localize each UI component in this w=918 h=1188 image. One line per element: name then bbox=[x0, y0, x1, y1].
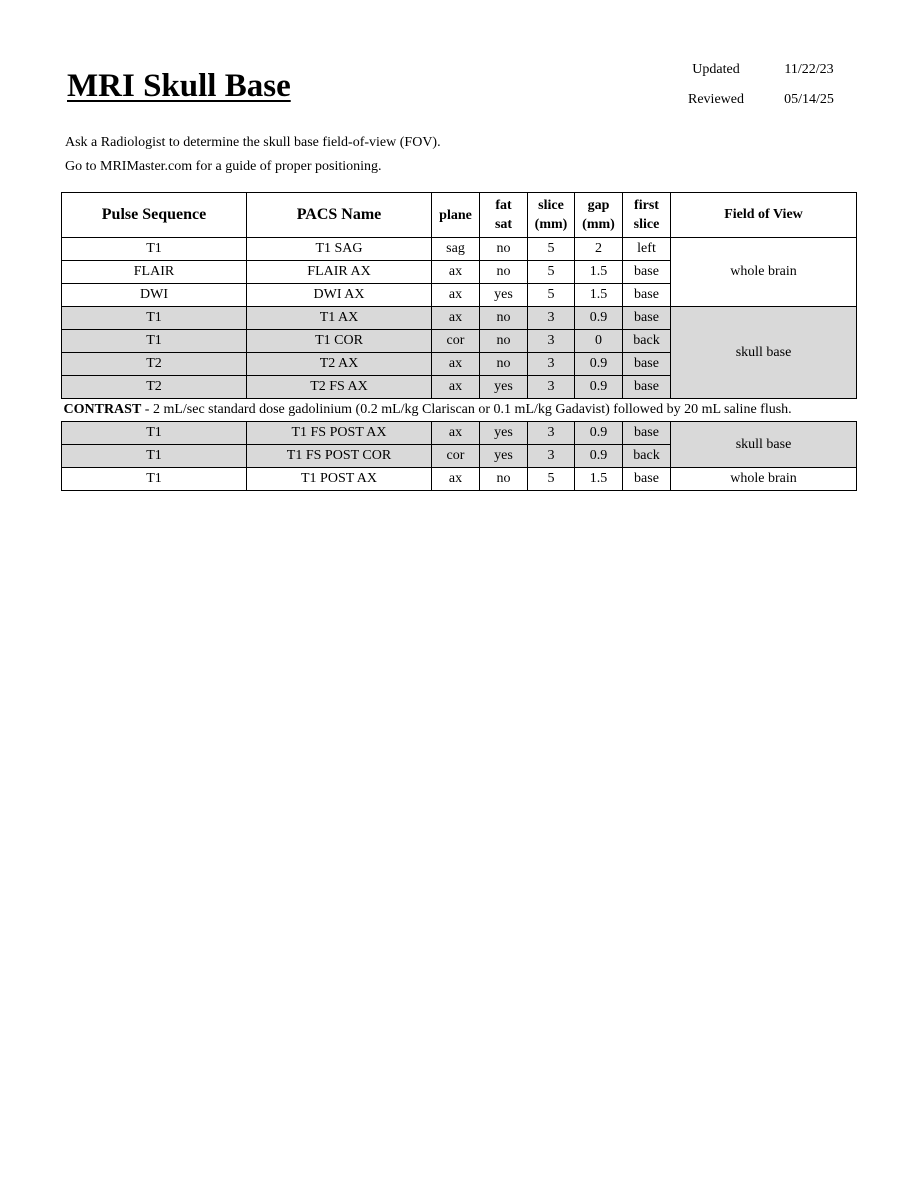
header-plane: plane bbox=[432, 193, 480, 238]
contrast-note bbox=[62, 399, 857, 422]
header-slice bbox=[528, 193, 575, 238]
reviewed-date: 05/14/25 bbox=[784, 92, 834, 107]
cell-first-slice: base bbox=[623, 353, 671, 376]
header-field-of-view: Field of View bbox=[671, 193, 857, 238]
cell-pacs-name: T1 POST AX bbox=[247, 468, 432, 491]
cell-pulse-sequence: T1 bbox=[62, 330, 247, 353]
header-pacs-name: PACS Name bbox=[247, 193, 432, 238]
cell-first-slice: back bbox=[623, 330, 671, 353]
cell-pacs-name: DWI AX bbox=[247, 284, 432, 307]
cell-gap: 0.9 bbox=[575, 445, 623, 468]
cell-slice: 5 bbox=[528, 238, 575, 261]
cell-pacs-name: T1 COR bbox=[247, 330, 432, 353]
cell-gap: 1.5 bbox=[575, 468, 623, 491]
cell-pacs-name: T1 SAG bbox=[247, 238, 432, 261]
cell-gap: 1.5 bbox=[575, 261, 623, 284]
cell-first-slice: base bbox=[623, 422, 671, 445]
cell-fat-sat: no bbox=[480, 261, 528, 284]
protocol-table bbox=[61, 192, 857, 491]
cell-field-of-view: whole brain bbox=[671, 468, 857, 491]
cell-plane: ax bbox=[432, 261, 480, 284]
cell-first-slice: base bbox=[623, 468, 671, 491]
header-first-slice bbox=[623, 193, 671, 238]
cell-slice: 3 bbox=[528, 445, 575, 468]
cell-first-slice: base bbox=[623, 307, 671, 330]
cell-gap: 0.9 bbox=[575, 353, 623, 376]
cell-gap: 0.9 bbox=[575, 307, 623, 330]
cell-slice: 5 bbox=[528, 468, 575, 491]
cell-pulse-sequence: T1 bbox=[62, 307, 247, 330]
cell-gap: 2 bbox=[575, 238, 623, 261]
cell-pacs-name: FLAIR AX bbox=[247, 261, 432, 284]
cell-pacs-name: T1 FS POST COR bbox=[247, 445, 432, 468]
cell-fat-sat: yes bbox=[480, 284, 528, 307]
cell-fat-sat: no bbox=[480, 307, 528, 330]
header-gap-line2: (mm) bbox=[582, 217, 615, 232]
reviewed-label: Reviewed bbox=[688, 92, 744, 107]
table-row bbox=[62, 468, 857, 491]
cell-pacs-name: T1 FS POST AX bbox=[247, 422, 432, 445]
cell-field-of-view: skull base bbox=[671, 422, 857, 468]
cell-fat-sat: no bbox=[480, 238, 528, 261]
header-first-slice-line2: slice bbox=[633, 217, 660, 232]
table-header-row bbox=[62, 193, 857, 238]
header-slice-line2: (mm) bbox=[534, 217, 568, 232]
cell-slice: 3 bbox=[528, 353, 575, 376]
updated-date: 11/22/23 bbox=[784, 62, 834, 77]
header-first-slice-line1: first bbox=[634, 198, 659, 213]
cell-first-slice: base bbox=[623, 284, 671, 307]
cell-slice: 3 bbox=[528, 307, 575, 330]
cell-gap: 1.5 bbox=[575, 284, 623, 307]
cell-plane: ax bbox=[432, 284, 480, 307]
cell-pacs-name: T2 FS AX bbox=[247, 376, 432, 399]
cell-pulse-sequence: T2 bbox=[62, 353, 247, 376]
cell-pulse-sequence: T1 bbox=[62, 468, 247, 491]
cell-pulse-sequence: DWI bbox=[62, 284, 247, 307]
cell-pulse-sequence: T1 bbox=[62, 422, 247, 445]
contrast-text: - 2 mL/sec standard dose gadolinium (0.2 mL/kg Clariscan or 0.1 mL/kg Gadavist) followed by 20 mL saline flush. bbox=[141, 402, 792, 417]
cell-slice: 5 bbox=[528, 284, 575, 307]
cell-fat-sat: no bbox=[480, 353, 528, 376]
cell-fat-sat: yes bbox=[480, 445, 528, 468]
cell-slice: 3 bbox=[528, 422, 575, 445]
cell-slice: 3 bbox=[528, 376, 575, 399]
cell-plane: sag bbox=[432, 238, 480, 261]
cell-first-slice: left bbox=[623, 238, 671, 261]
header-fat-sat-line1: fat bbox=[495, 198, 512, 213]
cell-gap: 0 bbox=[575, 330, 623, 353]
header-gap-line1: gap bbox=[587, 198, 610, 213]
cell-gap: 0.9 bbox=[575, 422, 623, 445]
contrast-label: CONTRAST bbox=[63, 402, 142, 417]
intro-positioning-note: Go to MRIMaster.com for a guide of proper positioning. bbox=[65, 159, 382, 174]
updated-label: Updated bbox=[692, 62, 740, 77]
header-slice-line1: slice bbox=[538, 198, 564, 213]
cell-fat-sat: no bbox=[480, 330, 528, 353]
cell-pulse-sequence: T1 bbox=[62, 238, 247, 261]
cell-first-slice: back bbox=[623, 445, 671, 468]
cell-pulse-sequence: T2 bbox=[62, 376, 247, 399]
cell-fat-sat: no bbox=[480, 468, 528, 491]
cell-plane: ax bbox=[432, 307, 480, 330]
cell-first-slice: base bbox=[623, 376, 671, 399]
cell-pulse-sequence: FLAIR bbox=[62, 261, 247, 284]
cell-gap: 0.9 bbox=[575, 376, 623, 399]
header-pulse-sequence: Pulse Sequence bbox=[62, 193, 247, 238]
table-row bbox=[62, 238, 857, 261]
cell-plane: cor bbox=[432, 445, 480, 468]
cell-plane: ax bbox=[432, 353, 480, 376]
cell-pulse-sequence: T1 bbox=[62, 445, 247, 468]
page-title: MRI Skull Base bbox=[67, 68, 291, 104]
cell-fat-sat: yes bbox=[480, 422, 528, 445]
cell-plane: ax bbox=[432, 422, 480, 445]
header-fat-sat bbox=[480, 193, 528, 238]
cell-pacs-name: T2 AX bbox=[247, 353, 432, 376]
header-fat-sat-line2: sat bbox=[494, 217, 513, 232]
cell-plane: ax bbox=[432, 376, 480, 399]
cell-plane: cor bbox=[432, 330, 480, 353]
contrast-note-row bbox=[62, 399, 857, 422]
table-row bbox=[62, 422, 857, 445]
cell-slice: 3 bbox=[528, 330, 575, 353]
cell-fat-sat: yes bbox=[480, 376, 528, 399]
table-row bbox=[62, 307, 857, 330]
cell-field-of-view: whole brain bbox=[671, 238, 857, 307]
cell-plane: ax bbox=[432, 468, 480, 491]
cell-slice: 5 bbox=[528, 261, 575, 284]
cell-pacs-name: T1 AX bbox=[247, 307, 432, 330]
cell-field-of-view: skull base bbox=[671, 307, 857, 399]
intro-radiologist-note: Ask a Radiologist to determine the skull base field-of-view (FOV). bbox=[65, 135, 441, 150]
header-gap bbox=[575, 193, 623, 238]
cell-first-slice: base bbox=[623, 261, 671, 284]
